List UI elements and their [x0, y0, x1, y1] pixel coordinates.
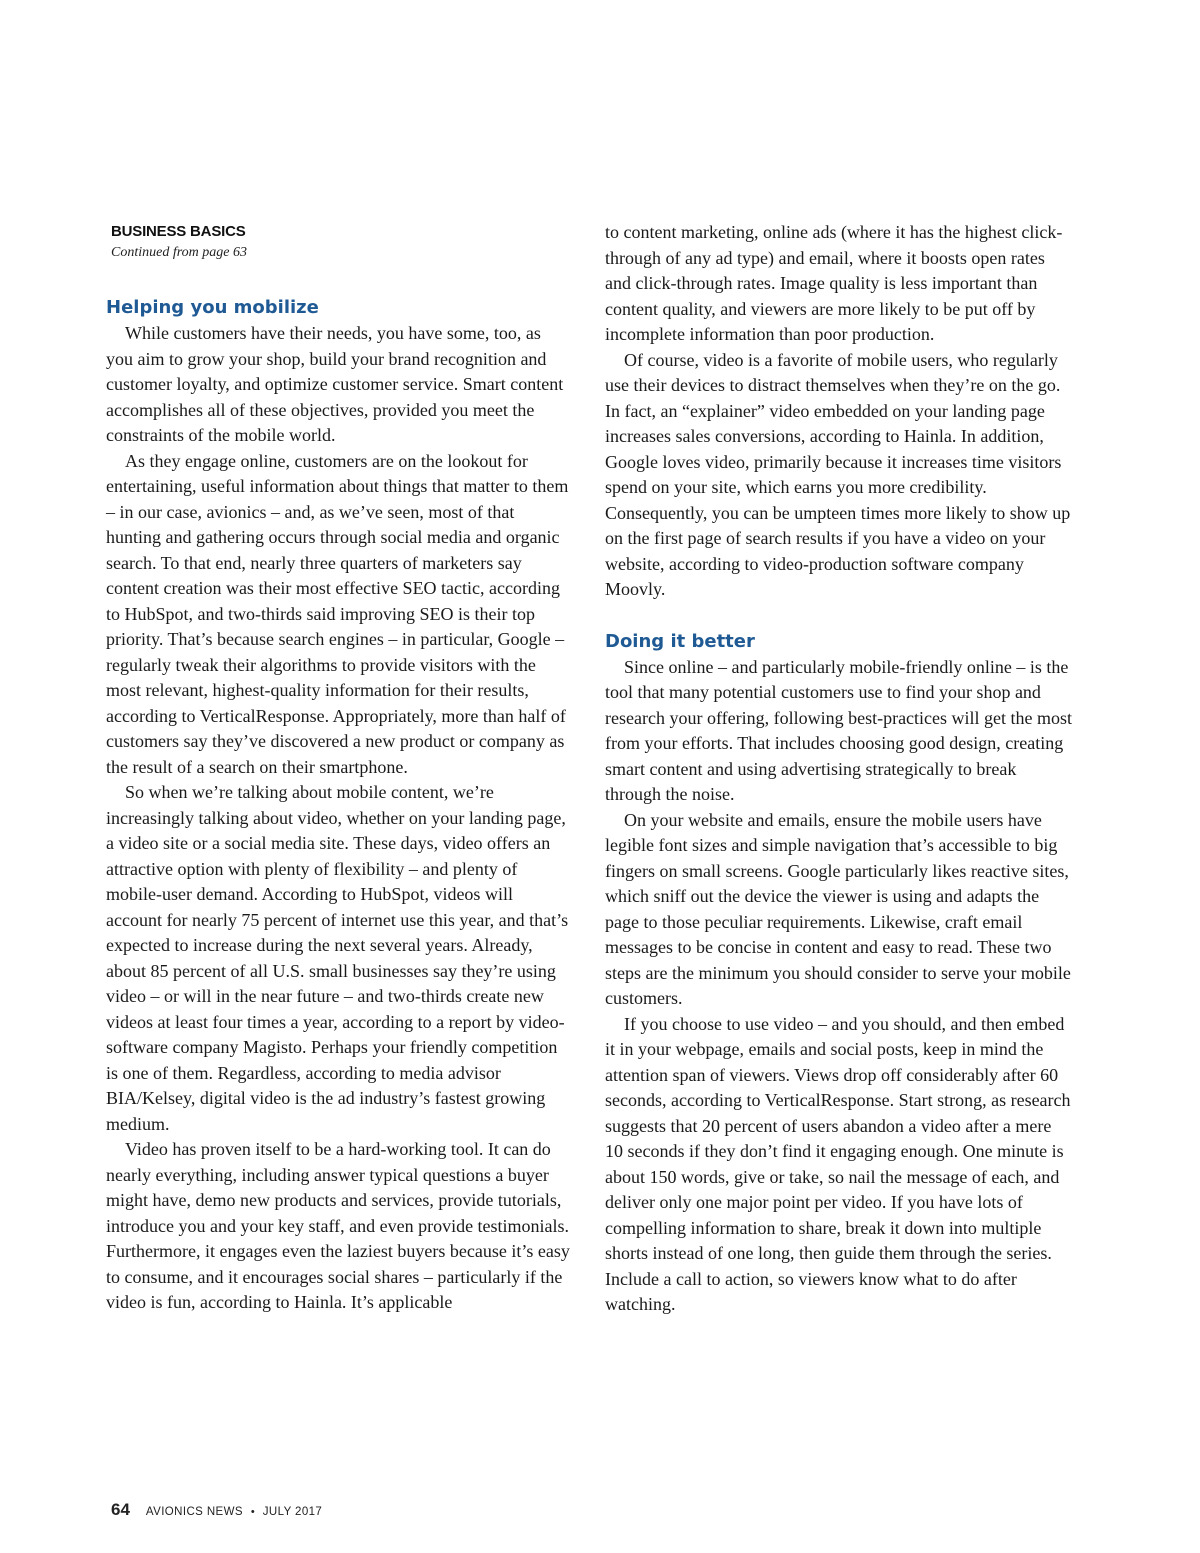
right-paragraph-3: If you choose to use video – and you should, and then embed it in your webpage, emails and social posts, keep in mind the attention span of viewers. Views drop off considerably after 60 seconds, according to VerticalResponse. Start strong, as research suggests that 20 percent of users abandon a video after a mere 10 seconds if they don’t find it engaging enough. One minute is about 150 words, give or take, so nail the message of each, and deliver only one major point per video. If you have lots of compelling information to share, break it down into multiple shorts instead of one long, then guide them through the series. Include a call to action, so viewers know what to do after watching.: [605, 1013, 1071, 1314]
right-paragraph-video: Of course, video is a favorite of mobile users, who regularly use their devices to distract themselves when they’re on the go. In fact, an “explainer” video embedded on your landing page increases sales conversions, according to Hainla. In addition, Google loves video, primarily because it increases time visitors spend on your site, which earns you more credibility. Consequently, you can be umpteen times more likely to show up on the first page of search results if you have a video on your website, according to video-production software company Moovly.: [605, 349, 1071, 599]
page-number: 64: [111, 1500, 130, 1519]
left-paragraph-2: As they engage online, customers are on the lookout for entertaining, useful information about things that matter to them – in our case, avionics – and, as we’ve seen, most of that hunting and gathering occurs through social media and organic search. To that end, nearly three quarters of marketers say content creation was their most effective SEO tactic, according to HubSpot, and two-thirds said improving SEO is their top priority. That’s because search engines – in particular, Google – regularly tweak their algorithms to provide visitors with the most relevant, highest-quality information for their results, according to VerticalResponse. Appropriately, more than half of customers say they’ve discovered a new product or company as the result of a search on their smartphone.: [106, 450, 569, 777]
left-paragraph-3: So when we’re talking about mobile content, we’re increasingly talking about video, whether on your landing page, a video site or a social media site. These days, video offers an attractive option with plenty of flexibility – and plenty of mobile-user demand. According to HubSpot, videos will account for nearly 75 percent of internet use this year, and that’s expected to increase during the next several years. Already, about 85 percent of all U.S. small businesses say they’re using video – or will in the near future – and two-thirds create new videos at least four times a year, according to a report by video-software company Magisto. Perhaps your friendly competition is one of them. Regardless, according to media advisor BIA/Kelsey, digital video is the ad industry’s fastest growing medium.: [106, 782, 569, 1134]
right-paragraph-2: On your website and emails, ensure the mobile users have legible font sizes and simple navigation that’s accessible to big fingers on small screens. Google particularly likes reactive sites, which sniff out the device the viewer is using and adapts the page to those peculiar requirements. Likewise, craft email messages to be concise in content and easy to read. These two steps are the minimum you should consider to serve your mobile customers.: [605, 809, 1071, 1008]
page-footer: [111, 1500, 322, 1520]
left-paragraph-1: While customers have their needs, you have some, too, as you aim to grow your shop, build your brand recognition and customer loyalty, and optimize customer service. Smart content accomplishes all of these objectives, provided you meet the constraints of the mobile world.: [106, 323, 564, 445]
right-continuation-paragraph: to content marketing, online ads (where it has the highest click-through of any ad type) and email, where it boosts open rates and click-through rates. Image quality is less important than content quality, and viewers are more likely to be put off by incomplete information than poor production.: [605, 222, 1063, 344]
continued-from-note: Continued from page 63: [111, 245, 247, 260]
subhead-helping-you-mobilize: Helping you mobilize: [106, 297, 319, 318]
right-paragraph-1: Since online – and particularly mobile-friendly online – is the tool that many potential customers use to find your shop and research your offering, following best-practices will get the most from your efforts. That includes choosing good design, creating smart content and using advertising strategically to break through the noise.: [605, 656, 1073, 804]
right-column: [605, 220, 1073, 1318]
issue-date: JULY 2017: [262, 1506, 323, 1518]
section-label: BUSINESS BASICS: [111, 223, 246, 240]
section-gap: [605, 603, 1073, 629]
footer-bullet: •: [250, 1506, 255, 1518]
left-column: [106, 295, 572, 1316]
subhead-doing-it-better: Doing it better: [605, 630, 755, 652]
left-paragraph-4: Video has proven itself to be a hard-working tool. It can do nearly everything, including answer typical questions a buyer might have, demo new products and services, provide tutorials, introduce you and your key staff, and even provide testimonials. Furthermore, it engages even the laziest buyers because it’s easy to consume, and it encourages social shares – particularly if the video is fun, according to Hainla. It’s applicable: [106, 1139, 570, 1312]
publication-name: AVIONICS NEWS: [145, 1506, 243, 1518]
